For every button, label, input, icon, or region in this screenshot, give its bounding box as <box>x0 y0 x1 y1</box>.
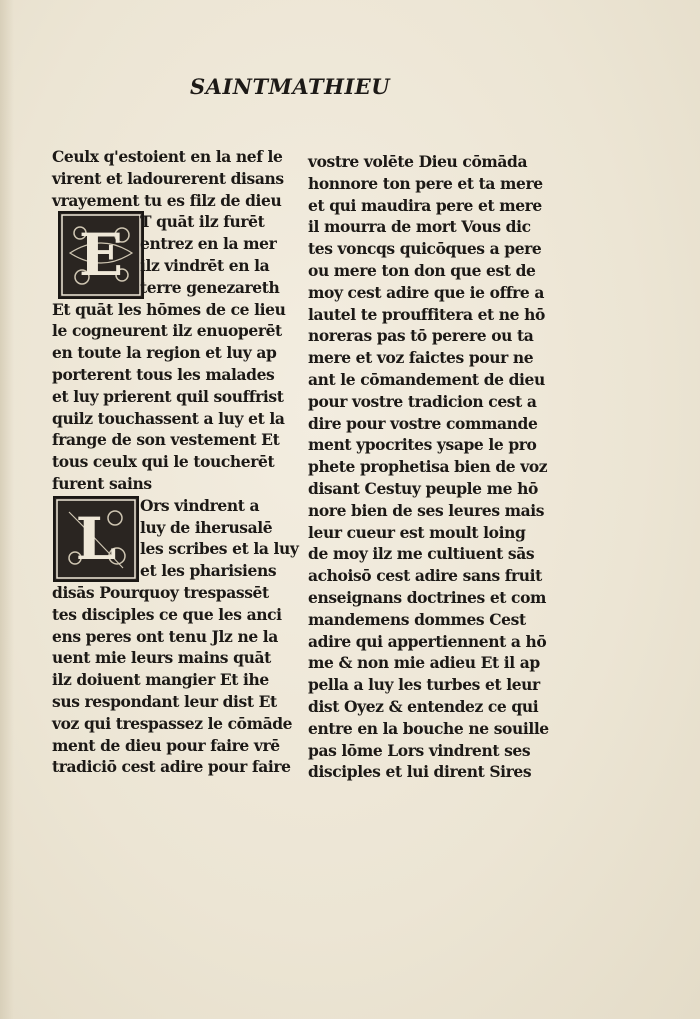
text-line: vrayement tu es filz de dieu <box>52 190 282 210</box>
text-line: et luy prierent quil souffrist <box>52 386 284 406</box>
text-line: porterent tous les malades <box>52 364 275 384</box>
text-line: virent et ladourerent disans <box>52 168 284 188</box>
text-line: sus respondant leur dist Et <box>52 691 277 711</box>
text-line: vostre volēte Dieu cōmāda <box>308 152 528 171</box>
text-line: tes disciples ce que les anci <box>52 604 282 624</box>
text-line: tous ceulx qui le toucherēt <box>52 452 275 472</box>
text-line: frange de son vestement Et <box>52 430 280 450</box>
text-line: ment ypocrites ysape le pro <box>308 435 537 455</box>
text-line: voz qui trespassez le cōmāde <box>52 713 293 733</box>
text-line: moy cest adire que ie offre a <box>308 282 544 302</box>
running-head: SAINTMATHIEU <box>190 74 391 99</box>
text-line: ilz vindrēt en la <box>140 255 270 275</box>
right-text-column <box>308 151 549 783</box>
text-line: lautel te prouffitera et ne hō <box>308 304 545 324</box>
text-line: disās Pourquoy trespassēt <box>52 582 269 602</box>
text-line: pella a luy les turbes et leur <box>308 675 540 695</box>
text-line: phete prophetisa bien de voz <box>308 457 548 477</box>
text-line: pas lōme Lors vindrent ses <box>308 740 531 760</box>
page-gutter-shadow <box>0 0 14 1019</box>
text-line: en toute la region et luy ap <box>52 343 277 363</box>
text-line: ens peres ont tenu Jlz ne la <box>52 626 278 646</box>
text-line: Ors vindrent a <box>140 495 260 515</box>
text-line: T quāt ilz furēt <box>140 212 265 232</box>
text-line: achoisō cest adire sans fruit <box>308 566 542 586</box>
text-line: et qui maudira pere et mere <box>308 195 542 215</box>
text-line: honnore ton pere et ta mere <box>308 173 543 193</box>
text-line: ilz doiuent mangier Et ihe <box>52 670 269 690</box>
initial-letter-l: L <box>75 505 117 573</box>
text-line: et les pharisiens <box>140 561 277 581</box>
text-line: Et quāt les hōmes de ce lieu <box>52 299 286 319</box>
text-line: entre en la bouche ne souille <box>308 718 549 738</box>
left-text-column <box>52 146 299 778</box>
text-line: disant Cestuy peuple me hō <box>308 478 538 498</box>
text-line: ou mere ton don que est de <box>308 260 536 280</box>
text-line: nore bien de ses leures mais <box>308 500 545 520</box>
text-line: me & non mie adieu Et il ap <box>308 653 540 673</box>
text-line: disciples et lui dirent Sires <box>308 762 532 782</box>
text-line: enseignans doctrines et com <box>308 587 547 607</box>
text-line: tradiciō cest adire pour faire <box>52 757 291 777</box>
text-line: Ceulx q'estoient en la nef le <box>52 147 283 166</box>
text-line: noreras pas tō perere ou ta <box>308 326 534 346</box>
text-line: mandemens dommes Cest <box>308 609 526 629</box>
text-line: pour vostre tradicion cest a <box>308 391 537 411</box>
text-line: tes voncqs quicōques a pere <box>308 239 542 259</box>
text-line: dist Oyez & entendez ce qui <box>308 696 539 716</box>
text-line: adire qui appertiennent a hō <box>308 631 547 651</box>
text-line: dire pour vostre commande <box>308 413 538 433</box>
text-line: entrez en la mer <box>140 234 277 254</box>
text-line: ment de dieu pour faire vrē <box>52 735 280 755</box>
text-line: furent sains <box>52 473 152 493</box>
initial-letter-e: E <box>78 221 124 289</box>
text-line: ant le cōmandement de dieu <box>308 369 545 389</box>
text-line: leur cueur est moult loing <box>308 522 526 542</box>
text-line: les scribes et la luy <box>140 539 299 559</box>
text-line: uent mie leurs mains quāt <box>52 648 271 668</box>
text-line: luy de iherusalē <box>140 517 273 537</box>
text-line: de moy ilz me cultiuent sās <box>308 544 535 564</box>
text-line: il mourra de mort Vous dic <box>308 217 531 237</box>
text-line: le cogneurent ilz enuoperēt <box>52 321 282 341</box>
text-line: terre genezareth <box>140 277 280 297</box>
text-line: quilz touchassent a luy et la <box>52 408 285 428</box>
text-line: mere et voz faictes pour ne <box>308 348 534 368</box>
